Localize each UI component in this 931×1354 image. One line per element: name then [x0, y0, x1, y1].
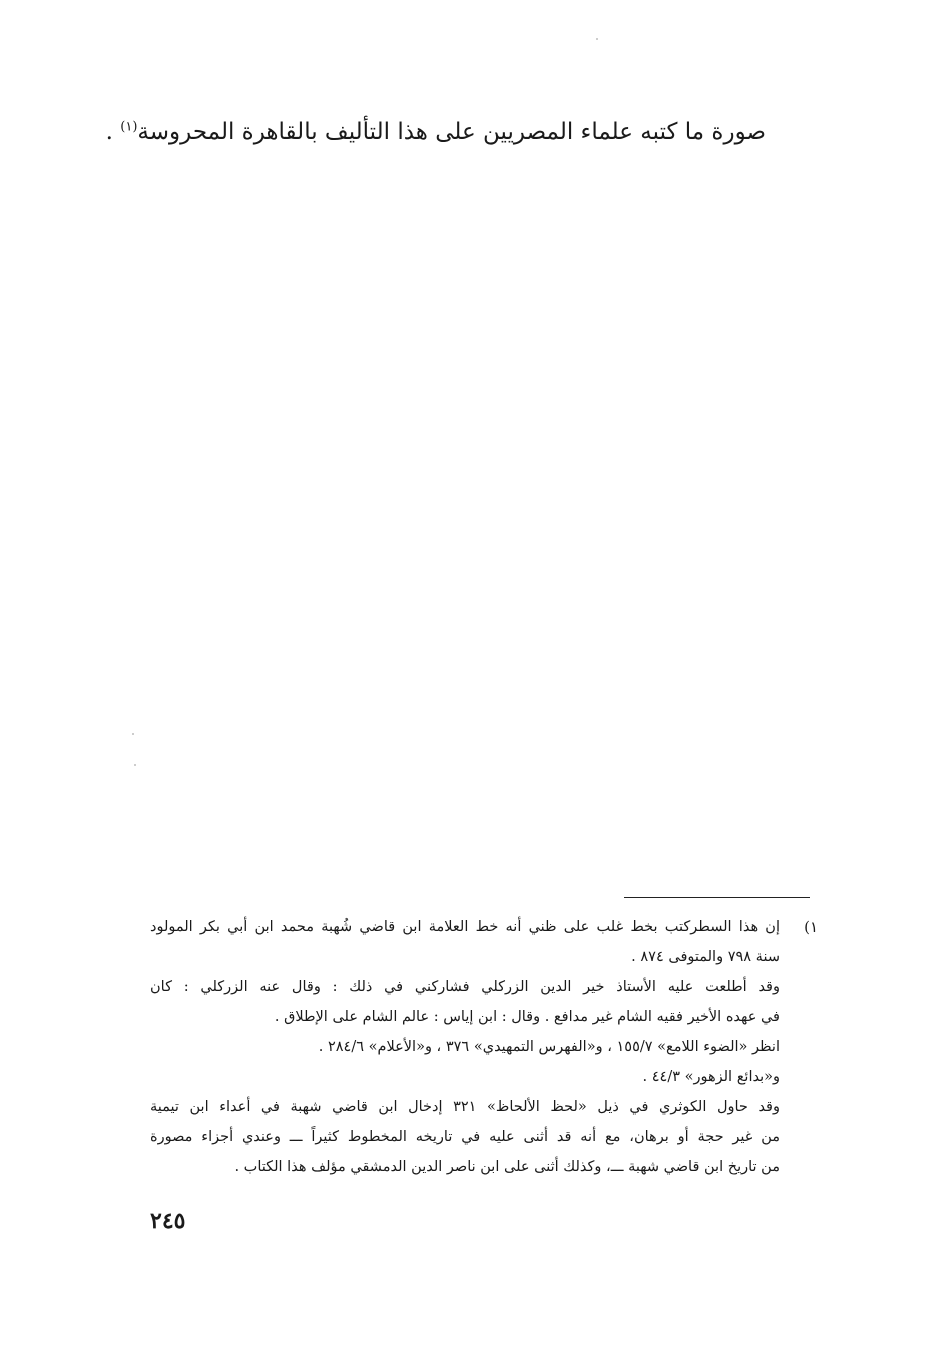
footnote-line-8: من غير حجة أو برهان، مع أنه قد أثنى عليه في تاريخه المخطوط كثيراً ـــ وعندي أجزاء مصورة — [150, 1129, 780, 1145]
scan-speck — [134, 764, 136, 766]
footnote-line-4: في عهده الأخير فقيه الشام غير مدافع . وقال : ابن إياس : عالم الشام على الإطلاق . — [274, 1009, 780, 1025]
page-heading — [105, 112, 766, 152]
footnote-marker: ١) — [804, 918, 818, 936]
footnote-line-2: سنة ٧٩٨ والمتوفى ٨٧٤ . — [631, 949, 780, 965]
scan-speck — [132, 733, 134, 735]
footnote-separator — [624, 897, 810, 898]
footnote-line-7: وقد حاول الكوثري في ذيل «لحظ الألحاظ» ٣٢١ إدخال ابن قاضي شهبة في أعداء ابن تيمية — [150, 1099, 780, 1115]
page-number: ٢٤٥ — [150, 1208, 186, 1234]
footnote-line-1: إن هذا السطركتب بخط غلب على ظني أنه خط العلامة ابن قاضي شُهبة محمد ابن أبي بكر المولود — [150, 919, 780, 935]
heading-footnote-ref: (١) — [120, 119, 138, 135]
footnote-line-3: وقد أطلعت عليه الأستاذ خير الدين الزركلي فشاركني في ذلك : وقال عنه الزركلي : كان — [150, 979, 780, 995]
heading-period: . — [105, 119, 113, 145]
footnote-line-5: انظر «الضوء اللامع» ١٥٥/٧ ، و«الفهرس التمهيدي» ٣٧٦ ، و«الأعلام» ٢٨٤/٦ . — [318, 1039, 780, 1055]
footnote-line-6: و«بدائع الزهور» ٤٤/٣ . — [642, 1069, 780, 1085]
footnote-line-9: من تاريخ ابن قاضي شهبة ـــ، وكذلك أثنى على ابن ناصر الدين الدمشقي مؤلف هذا الكتاب . — [234, 1159, 780, 1175]
scan-speck — [596, 38, 598, 40]
footnote-body — [150, 912, 780, 1182]
heading-text: صورة ما كتبه علماء المصريين على هذا التأليف بالقاهرة المحروسة — [137, 119, 766, 145]
